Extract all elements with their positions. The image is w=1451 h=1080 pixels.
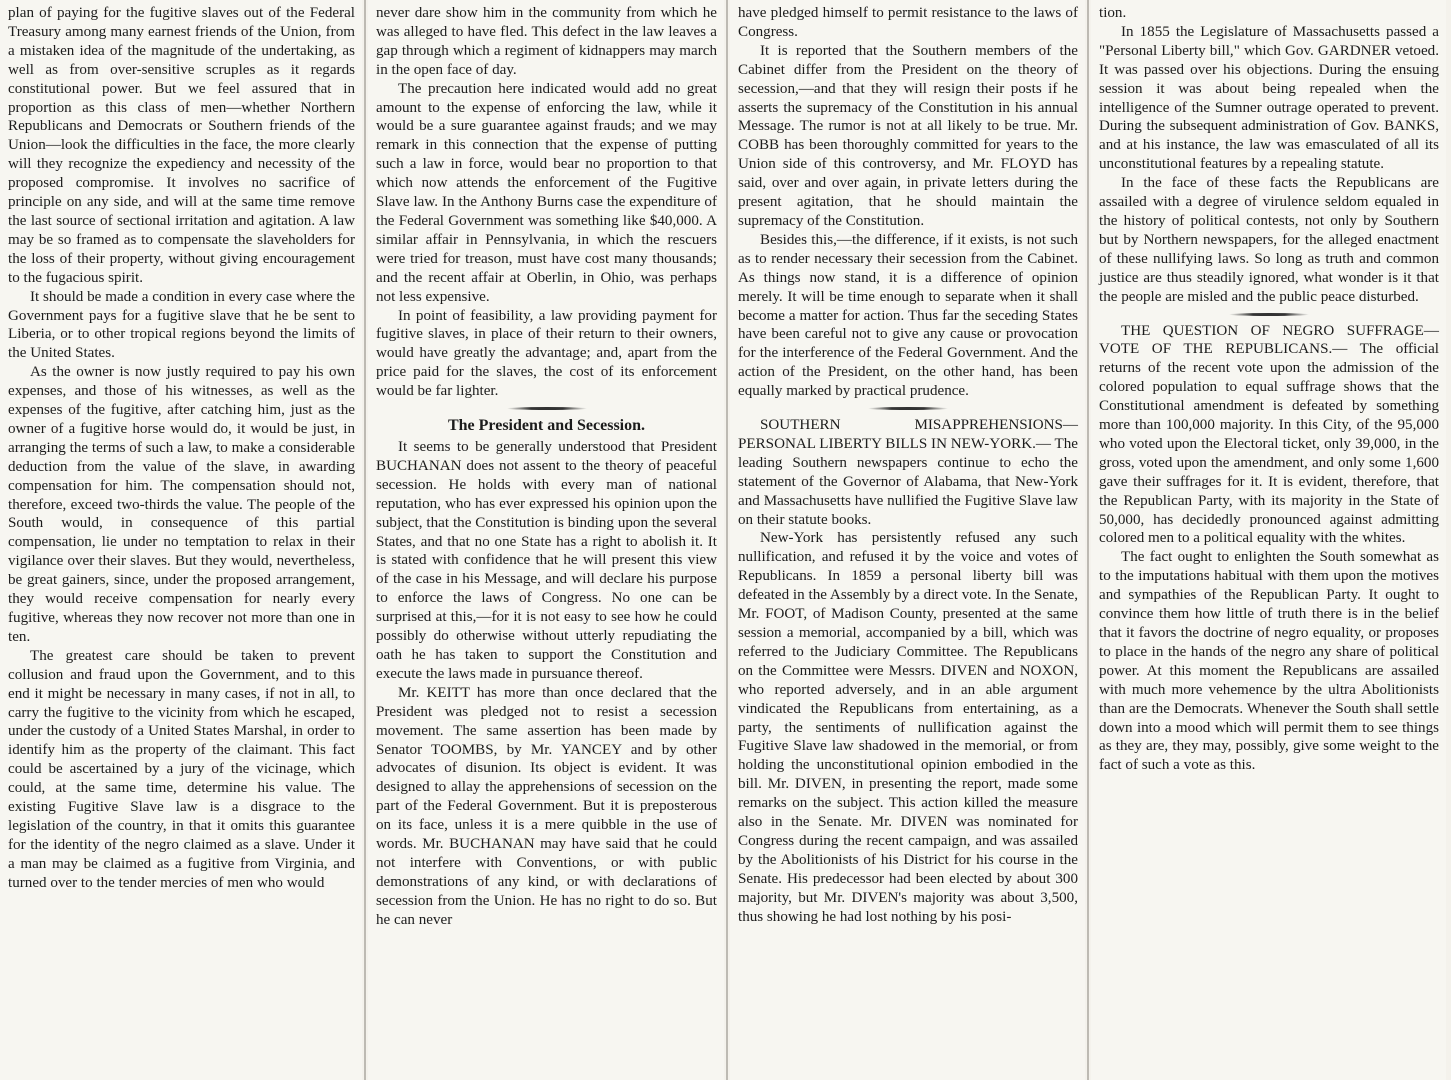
- paragraph: It should be made a condition in every case where the Government pays for a fugitive slave that he be sent to Liberia, or to other tropical regions beyond the limits of the United States.: [8, 288, 355, 362]
- paragraph: Mr. KEITT has more than once declared that the President was pledged not to resist a secession movement. The same assertion has been made by Senator TOOMBS, by Mr. YANCEY and by other advocates of disunion. Its object is evident. It was designed to allay the apprehensions of secession on the part of the Federal Government. But it is preposterous on its face, unless it is a mere quibble in the use of words. Mr. BUCHANAN may have said that he could not interfere with Conventions, or with public demonstrations of any kind, or with declarations of secession from the Union. He has no right to do so. But he can never: [376, 684, 717, 928]
- paragraph: In point of feasibility, a law providing payment for fugitive slaves, in place of their return to their owners, would have greatly the advantage; and, apart from the price paid for the slaves, the cost of its enforcement would be far lighter.: [376, 307, 717, 400]
- paragraph: never dare show him in the community from which he was alleged to have fled. This defect in the law leaves a gap through which a regiment of kidnappers may march in the open face of day.: [376, 5, 717, 78]
- column-3: [730, 0, 1085, 1080]
- section-divider: [507, 407, 587, 410]
- column-rule: [1087, 0, 1089, 1080]
- paragraph-text: The leading Southern newspapers continue to echo the statement of the Governor of Alabama, that New-York and Massachusetts have nullified the Fugitive Slave law on their statute books.: [738, 435, 1078, 528]
- paragraph-text: The official returns of the recent vote upon the admission of the colored population to equal suffrage shows that the Constitutional amendment is defeated by something more than 100,000 majority. In this City, of the 95,000 who voted upon the Electoral ticket, only 39,000, in the gross, voted upon the amendment, and only some 1,600 gave their suffrages for it. It is evident, therefore, that the Republican Party, with its majority in the State of 50,000, has decidedly pronounced against admitting colored men to a political equality with the whites.: [1099, 341, 1439, 547]
- column-1: [0, 0, 362, 1080]
- section-divider: [868, 407, 948, 410]
- article-lead-title: THE QUESTION OF NEGRO SUFFRAGE—VOTE OF THE REPUBLICANS.—: [1099, 322, 1439, 358]
- column-rule: [364, 0, 366, 1080]
- paragraph: As the owner is now justly required to pay his own expenses, and those of his witnesses, as well as the expenses of the fugitive, after catching him, just as the owner of a fugitive horse would do, it would be just, in arranging the terms of such a law, to make a considerable deduction from the value of the slave, in awarding compensation for him. The compensation should not, therefore, exceed two-thirds the value. The people of the South would, in consequence of this partial compensation, lie under no temptation to relax in their vigilance over their slaves. But they would, nevertheless, be great gainers, since, under the proposed arrangement, they would receive compensation for nearly every fugitive, whereas they now recover not more than one in ten.: [8, 364, 355, 645]
- paragraph: In 1855 the Legislature of Massachusetts passed a "Personal Liberty bill," which Gov. GARDNER vetoed. It was passed over his objections. During the ensuing session it was about being repealed when the intelligence of the Sumner outrage operated to prevent. During the subsequent administration of Gov. BANKS, and at his instance, the law was emasculated of all its unconstitutional features by a repealing statute.: [1099, 23, 1439, 173]
- paragraph: plan of paying for the fugitive slaves out of the Federal Treasury among many earnest friends of the Union, from a mistaken idea of the magnitude of the undertaking, as well as from over-sensitive scruples as it regards constitutional power. But we feel assured that in proportion as this class of men—whether Northern Republicans and Democrats or Southern friends of the Union—look the difficulties in the face, the more clearly will they recognize the expediency and necessity of the proposed compromise. It involves no sacrifice of principle on any side, and will at the same time remove the last source of sectional irritation and agitation. A law may be so framed as to compensate the slaveholders for the loss of their property, without giving encouragement to the fugacious spirit.: [8, 5, 355, 286]
- article-heading: The President and Secession.: [447, 417, 646, 435]
- paragraph: The greatest care should be taken to prevent collusion and fraud upon the Government, and to this end it might be necessary in many cases, if not in all, to carry the fugitive to the vicinity from which he escaped, under the custody of a United States Marshal, in order to identify him as the property of the claimant. This fact could be ascertained by a jury of the vicinage, which could, at the same time, determine his value. The existing Fugitive Slave law is a disgrace to the legislation of the country, in that it omits this guarantee for the identity of the negro claimed as a slave. Under it a man may be claimed as a fugitive from Virginia, and turned over to the tender mercies of men who would: [8, 647, 355, 891]
- column-4: [1091, 0, 1446, 1080]
- paragraph: have pledged himself to permit resistance to the laws of Congress.: [738, 5, 1078, 40]
- paragraph: New-York has persistently refused any such nullification, and refused it by the voice and votes of Republicans. In 1859 a personal liberty bill was defeated in the Assembly by a direct vote. In the Senate, Mr. FOOT, of Madison County, presented at the same session a memorial, accompanied by a bill, which was referred to the Judiciary Committee. The Republicans on the Committee were Messrs. DIVEN and NOXON, who reported adversely, and in an able argument vindicated the Republicans from entertaining, as a party, the sentiments of nullification against the Fugitive Slave law shadowed in the memorial, or from holding the unconstitutional opinion embodied in the bill. Mr. DIVEN, in presenting the report, made some remarks on the subject. This action killed the measure also in the Senate. Mr. DIVEN was nominated for Congress during the recent campaign, and was assailed by the Abolitionists of his District for his course in the Senate. His predecessor had been elected by about 300 majority, but Mr. DIVEN's majority was about 3,500, thus showing he had lost nothing by his posi-: [738, 530, 1078, 925]
- paragraph: Besides this,—the difference, if it exists, is not such as to render necessary their secession from the Cabinet. As things now stand, it is a difference of opinion merely. It will be time enough to separate when it shall become a matter for action. Thus far the seceding States have been careful not to give any cause or provocation for the interference of the Federal Government. And the action of the President, on the other hand, has been equally marked by practical prudence.: [738, 231, 1078, 400]
- column-rule: [726, 0, 728, 1080]
- paragraph: [738, 416, 1078, 529]
- section-divider: [1229, 313, 1309, 316]
- paragraph: The precaution here indicated would add no great amount to the expense of enforcing the law, while it would be a sure guarantee against frauds; and we may remark in this connection that the expense of putting such a law in force, would bear no proportion to that which now attends the enforcement of the Fugitive Slave law. In the Anthony Burns case the expenditure of the Federal Government was something like $40,000. A similar affair in Pennsylvania, in which the rescuers were tried for treason, must have cost many thousands; and the recent affair at Oberlin, in Ohio, was perhaps not less expensive.: [376, 80, 717, 305]
- paragraph: It seems to be generally understood that President BUCHANAN does not assent to the theory of peaceful secession. He holds with every man of national reputation, who has ever expressed his opinion upon the subject, that the Constitution is binding upon the several States, and that no one State has a right to abolish it. It is stated with confidence that he will present this view of the case in his Message, and will declare his purpose to enforce the laws of Congress. No one can be surprised at this,—for it is not easy to see how he could possibly do otherwise without utterly repudiating the oath he has taken to support the Constitution and execute the laws made in pursuance thereof.: [376, 439, 717, 682]
- paragraph: [1099, 322, 1439, 549]
- paragraph: The fact ought to enlighten the South somewhat as to the imputations habitual with them upon the motives and sympathies of the Republican Party. It ought to convince them how little of truth there is in the belief that it favors the doctrine of negro equality, or proposes to place in the hands of the negro any share of political power. At this moment the Republicans are assailed with much more vehemence by the ultra Abolitionists than are the Democrats. Whenever the South shall settle down into a mood which will permit them to see things as they are, they may, possibly, give some weight to the fact of such a vote as this.: [1099, 549, 1439, 774]
- paragraph: It is reported that the Southern members of the Cabinet differ from the President on the theory of secession,—and that they will resign their posts if he asserts the supremacy of the Constitution in his annual Message. The rumor is not at all likely to be true. Mr. COBB has been thoroughly committed for years to the Union side of this controversy, and Mr. FLOYD has said, over and over again, in private letters during the present agitation, that he should maintain the supremacy of the Constitution.: [738, 42, 1078, 229]
- paragraph: In the face of these facts the Republicans are assailed with a degree of virulence seldom equaled in the history of political contests, not only by Southern but by Northern newspapers, for the alleged enactment of these nullifying laws. So long as truth and common justice are thus steadily ignored, what wonder is it that the people are misled and the public peace disturbed.: [1099, 175, 1439, 305]
- paragraph: tion.: [1099, 5, 1127, 21]
- article-lead-title: SOUTHERN MISAPPREHENSIONS—PERSONAL LIBERTY BILLS IN NEW-YORK.—: [738, 417, 1078, 452]
- column-2: [368, 0, 724, 1080]
